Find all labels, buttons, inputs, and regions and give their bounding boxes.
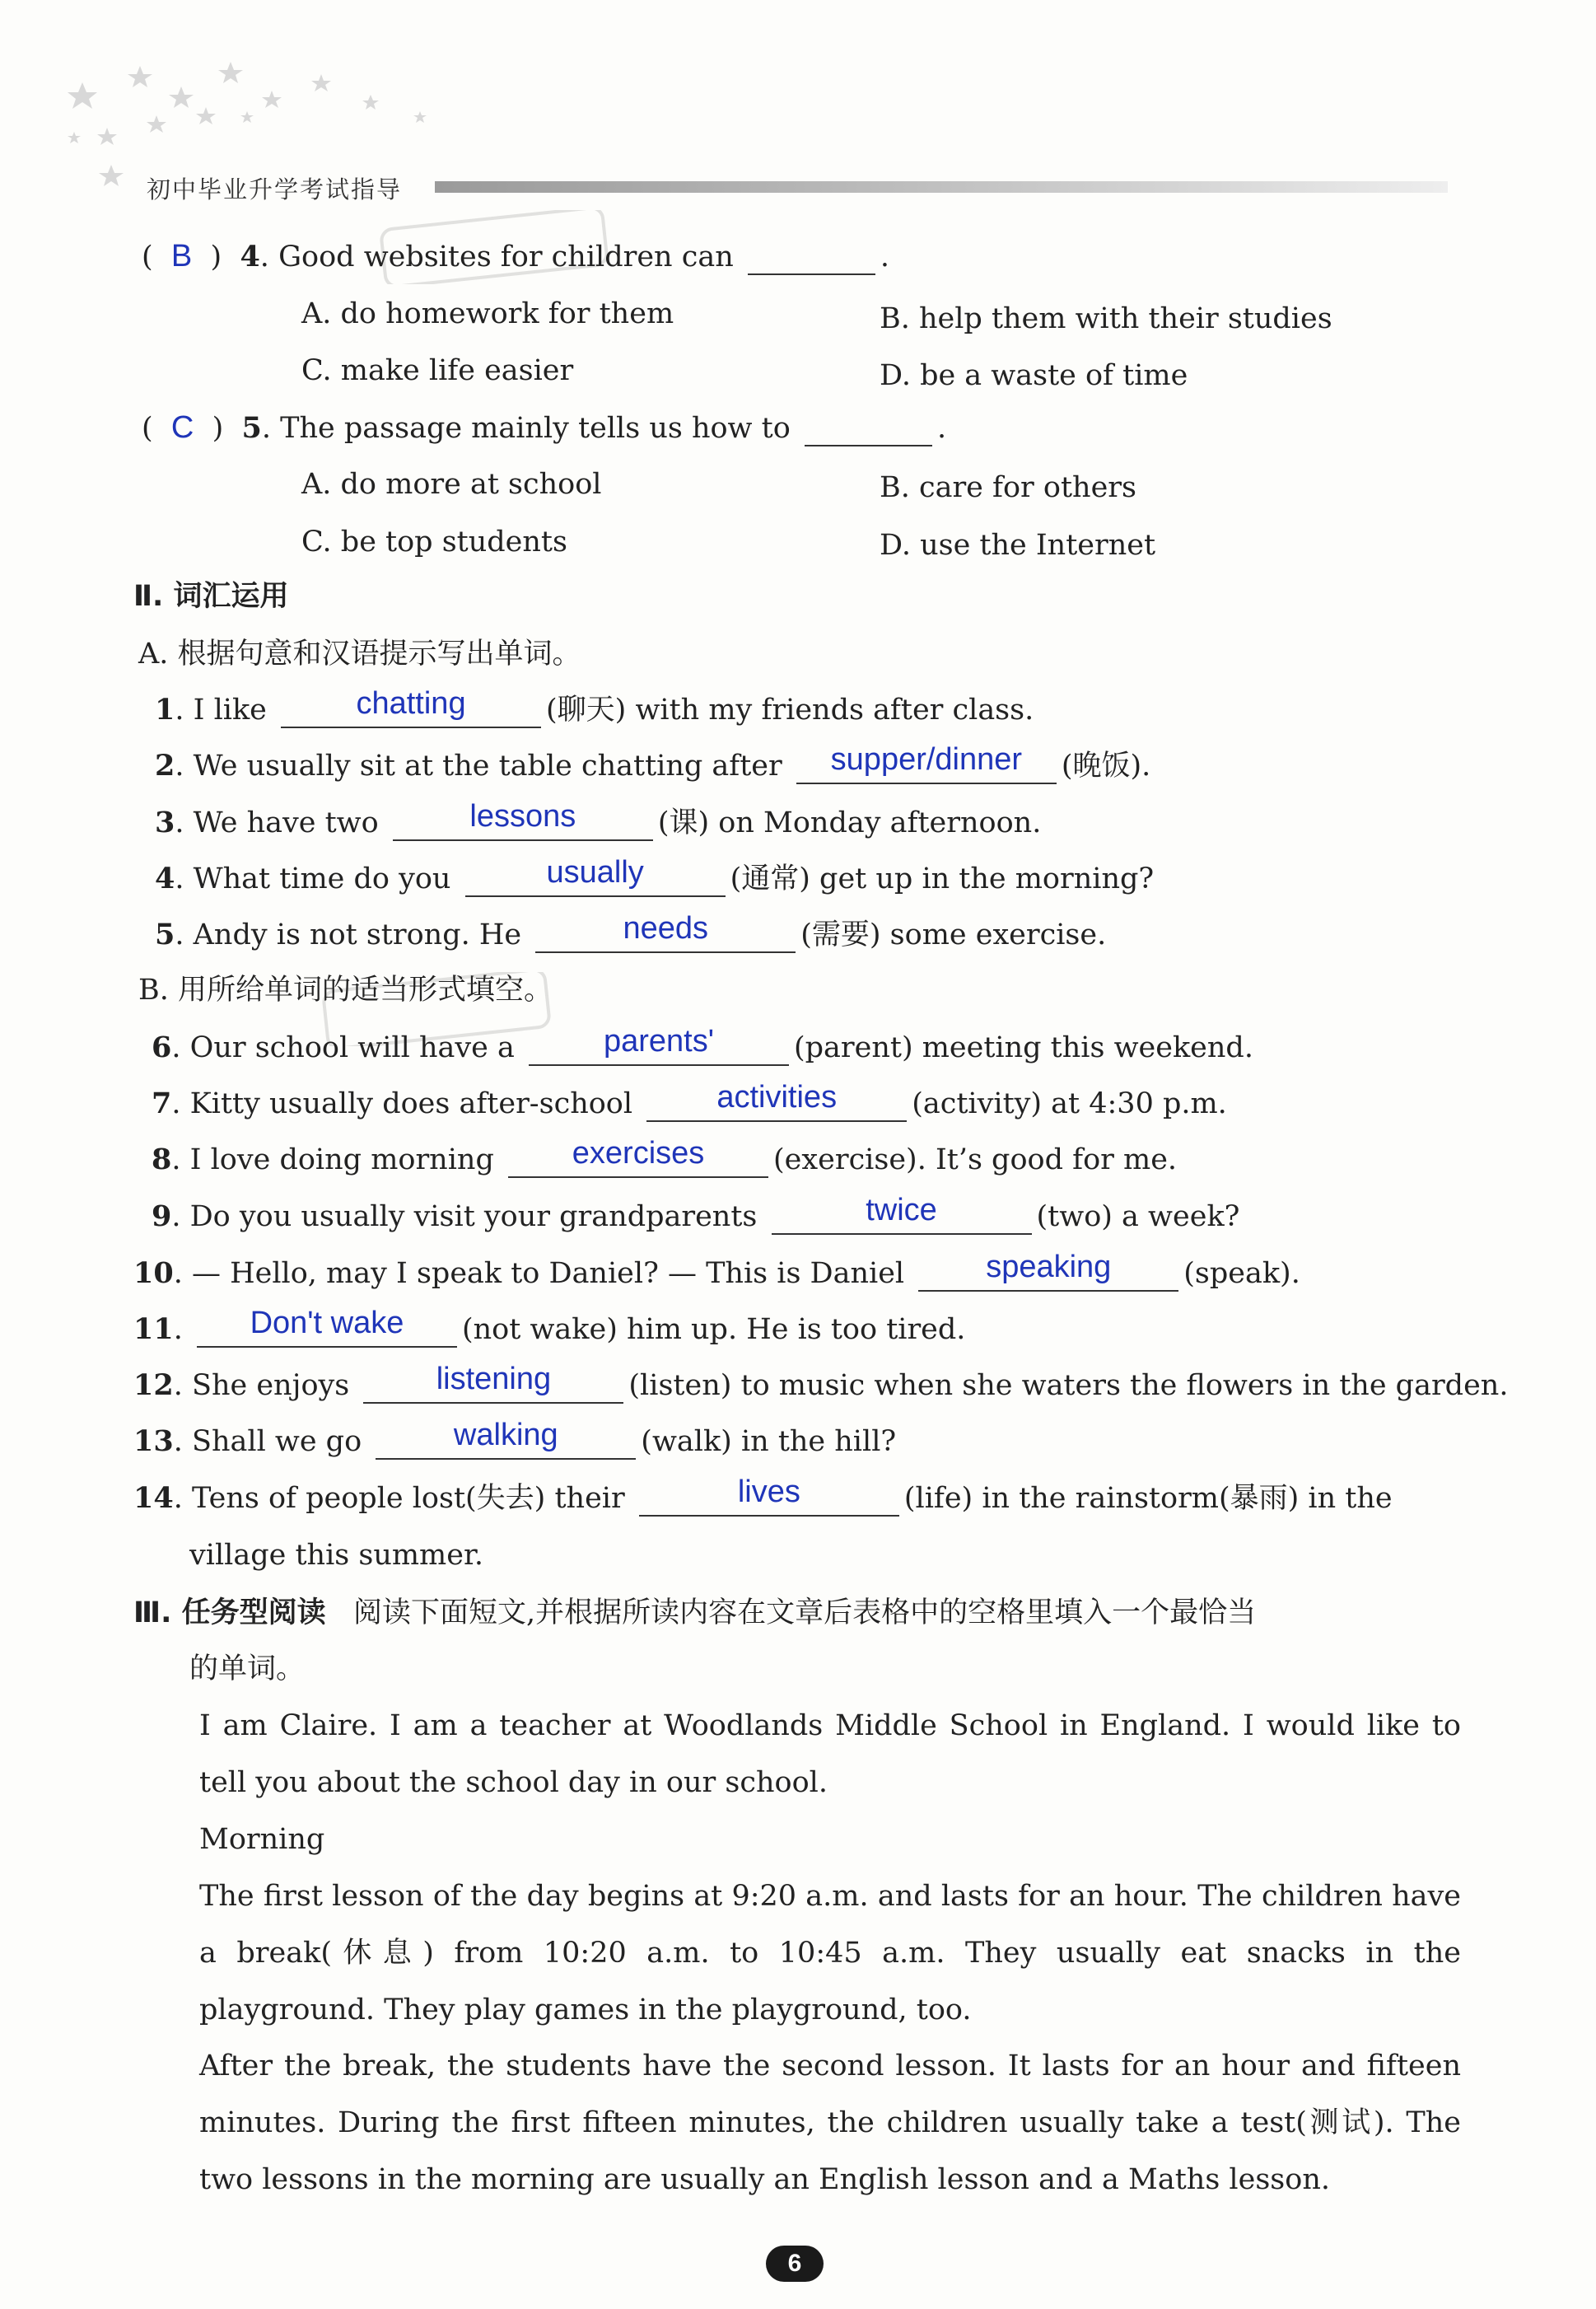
option-5b: B. care for others [880,471,1136,504]
answer-blank [805,414,932,446]
header-title: 初中毕业升学考试指导 [147,175,403,203]
vocab-item-11: 11. Don't wake (not wake) him up. He is too tired. [133,1306,966,1346]
section-3-instruction-cont: 的单词。 [189,1652,306,1685]
section-3-heading: Ⅲ. 任务型阅读 阅读下面短文,并根据所读内容在文章后表格中的空格里填入一个最恰当 [133,1596,1257,1629]
option-4a: A. do homework for them [301,297,674,330]
vocab-item-2: 2. We usually sit at the table chatting after supper/dinner (晚饭). [155,742,1151,783]
answer-7: activities [716,1080,838,1115]
passage-paragraph-2: The first lesson of the day begins at 9:20 a.m. and lasts for an hour. The children have a break(休息) from 10:20 a.m. to 10:45 a.m. They usually eat snacks in the playground. They play games in the playground, too. [199,1880,1461,2026]
mc-question-4: ( B ) 4. Good websites for children can . [142,239,890,273]
decorative-stars [58,49,453,189]
vocab-item-4: 4. What time do you usually (通常) get up in the morning? [155,855,1155,895]
mc-answer-4: B [170,239,193,273]
option-5a: A. do more at school [301,468,602,501]
vocab-item-12: 12. She enjoys listening (listen) to music when she waters the flowers in the garden. [133,1362,1509,1402]
section-2-part-a: A. 根据句意和汉语提示写出单词。 [138,638,581,671]
header-bar [435,181,1448,193]
option-4d: D. be a waste of time [880,359,1188,392]
answer-13: walking [453,1418,558,1452]
page-number: 6 [766,2246,824,2282]
vocab-item-13: 13. Shall we go walking (walk) in the hill? [133,1418,897,1458]
section-2-part-b: B. 用所给单词的适当形式填空。 [138,974,553,1007]
vocab-item-1: 1. I like chatting (聊天) with my friends after class. [155,686,1034,727]
option-5c: C. be top students [301,526,567,559]
mc-question-5: ( C ) 5. The passage mainly tells us how to . [142,410,947,445]
option-4c: C. make life easier [301,354,574,387]
vocab-item-14: 14. Tens of people lost(失去) their lives (life) in the rainstorm(暴雨) in the [133,1475,1393,1515]
vocab-item-6: 6. Our school will have a parents' (parent) meeting this weekend. [152,1024,1253,1064]
vocab-item-3: 3. We have two lessons (课) on Monday afternoon. [155,799,1042,839]
passage-paragraph-1: I am Claire. I am a teacher at Woodlands Middle School in England. I would like to tell you about the school day in our school. [199,1709,1461,1799]
answer-11: Don't wake [250,1306,404,1340]
section-2-title: Ⅱ. 词汇运用 [133,580,289,613]
answer-5: needs [623,911,708,946]
option-5d: D. use the Internet [880,529,1156,562]
vocab-item-14-cont: village this summer. [189,1539,483,1572]
answer-14: lives [737,1475,800,1509]
answer-12: listening [436,1362,552,1396]
vocab-item-5: 5. Andy is not strong. He needs (需要) some exercise. [155,911,1107,951]
vocab-item-7: 7. Kitty usually does after-school activities (activity) at 4:30 p.m. [152,1080,1227,1120]
vocab-item-9: 9. Do you usually visit your grandparents twice (two) a week? [152,1193,1240,1233]
answer-10: speaking [986,1250,1112,1284]
passage-paragraph-3: After the break, the students have the second lesson. It lasts for an hour and fifteen minutes. During the first fifteen minutes, the children usually take a test(测试). The two lessons in the morning are usually an English lesson and a Maths lesson. [199,2050,1461,2196]
passage-subheading: Morning [199,1823,325,1856]
answer-blank [748,242,875,275]
answer-9: twice [866,1193,937,1227]
vocab-item-10: 10. — Hello, may I speak to Daniel? — This is Daniel speaking (speak). [133,1250,1300,1290]
answer-2: supper/dinner [830,742,1023,777]
answer-1: chatting [356,686,466,721]
answer-4: usually [546,855,644,890]
vocab-item-8: 8. I love doing morning exercises (exercise). It’s good for me. [152,1136,1178,1176]
option-4b: B. help them with their studies [880,302,1332,335]
mc-answer-5: C [170,410,194,445]
answer-6: parents' [603,1024,714,1059]
answer-3: lessons [469,799,576,834]
answer-8: exercises [572,1136,705,1171]
